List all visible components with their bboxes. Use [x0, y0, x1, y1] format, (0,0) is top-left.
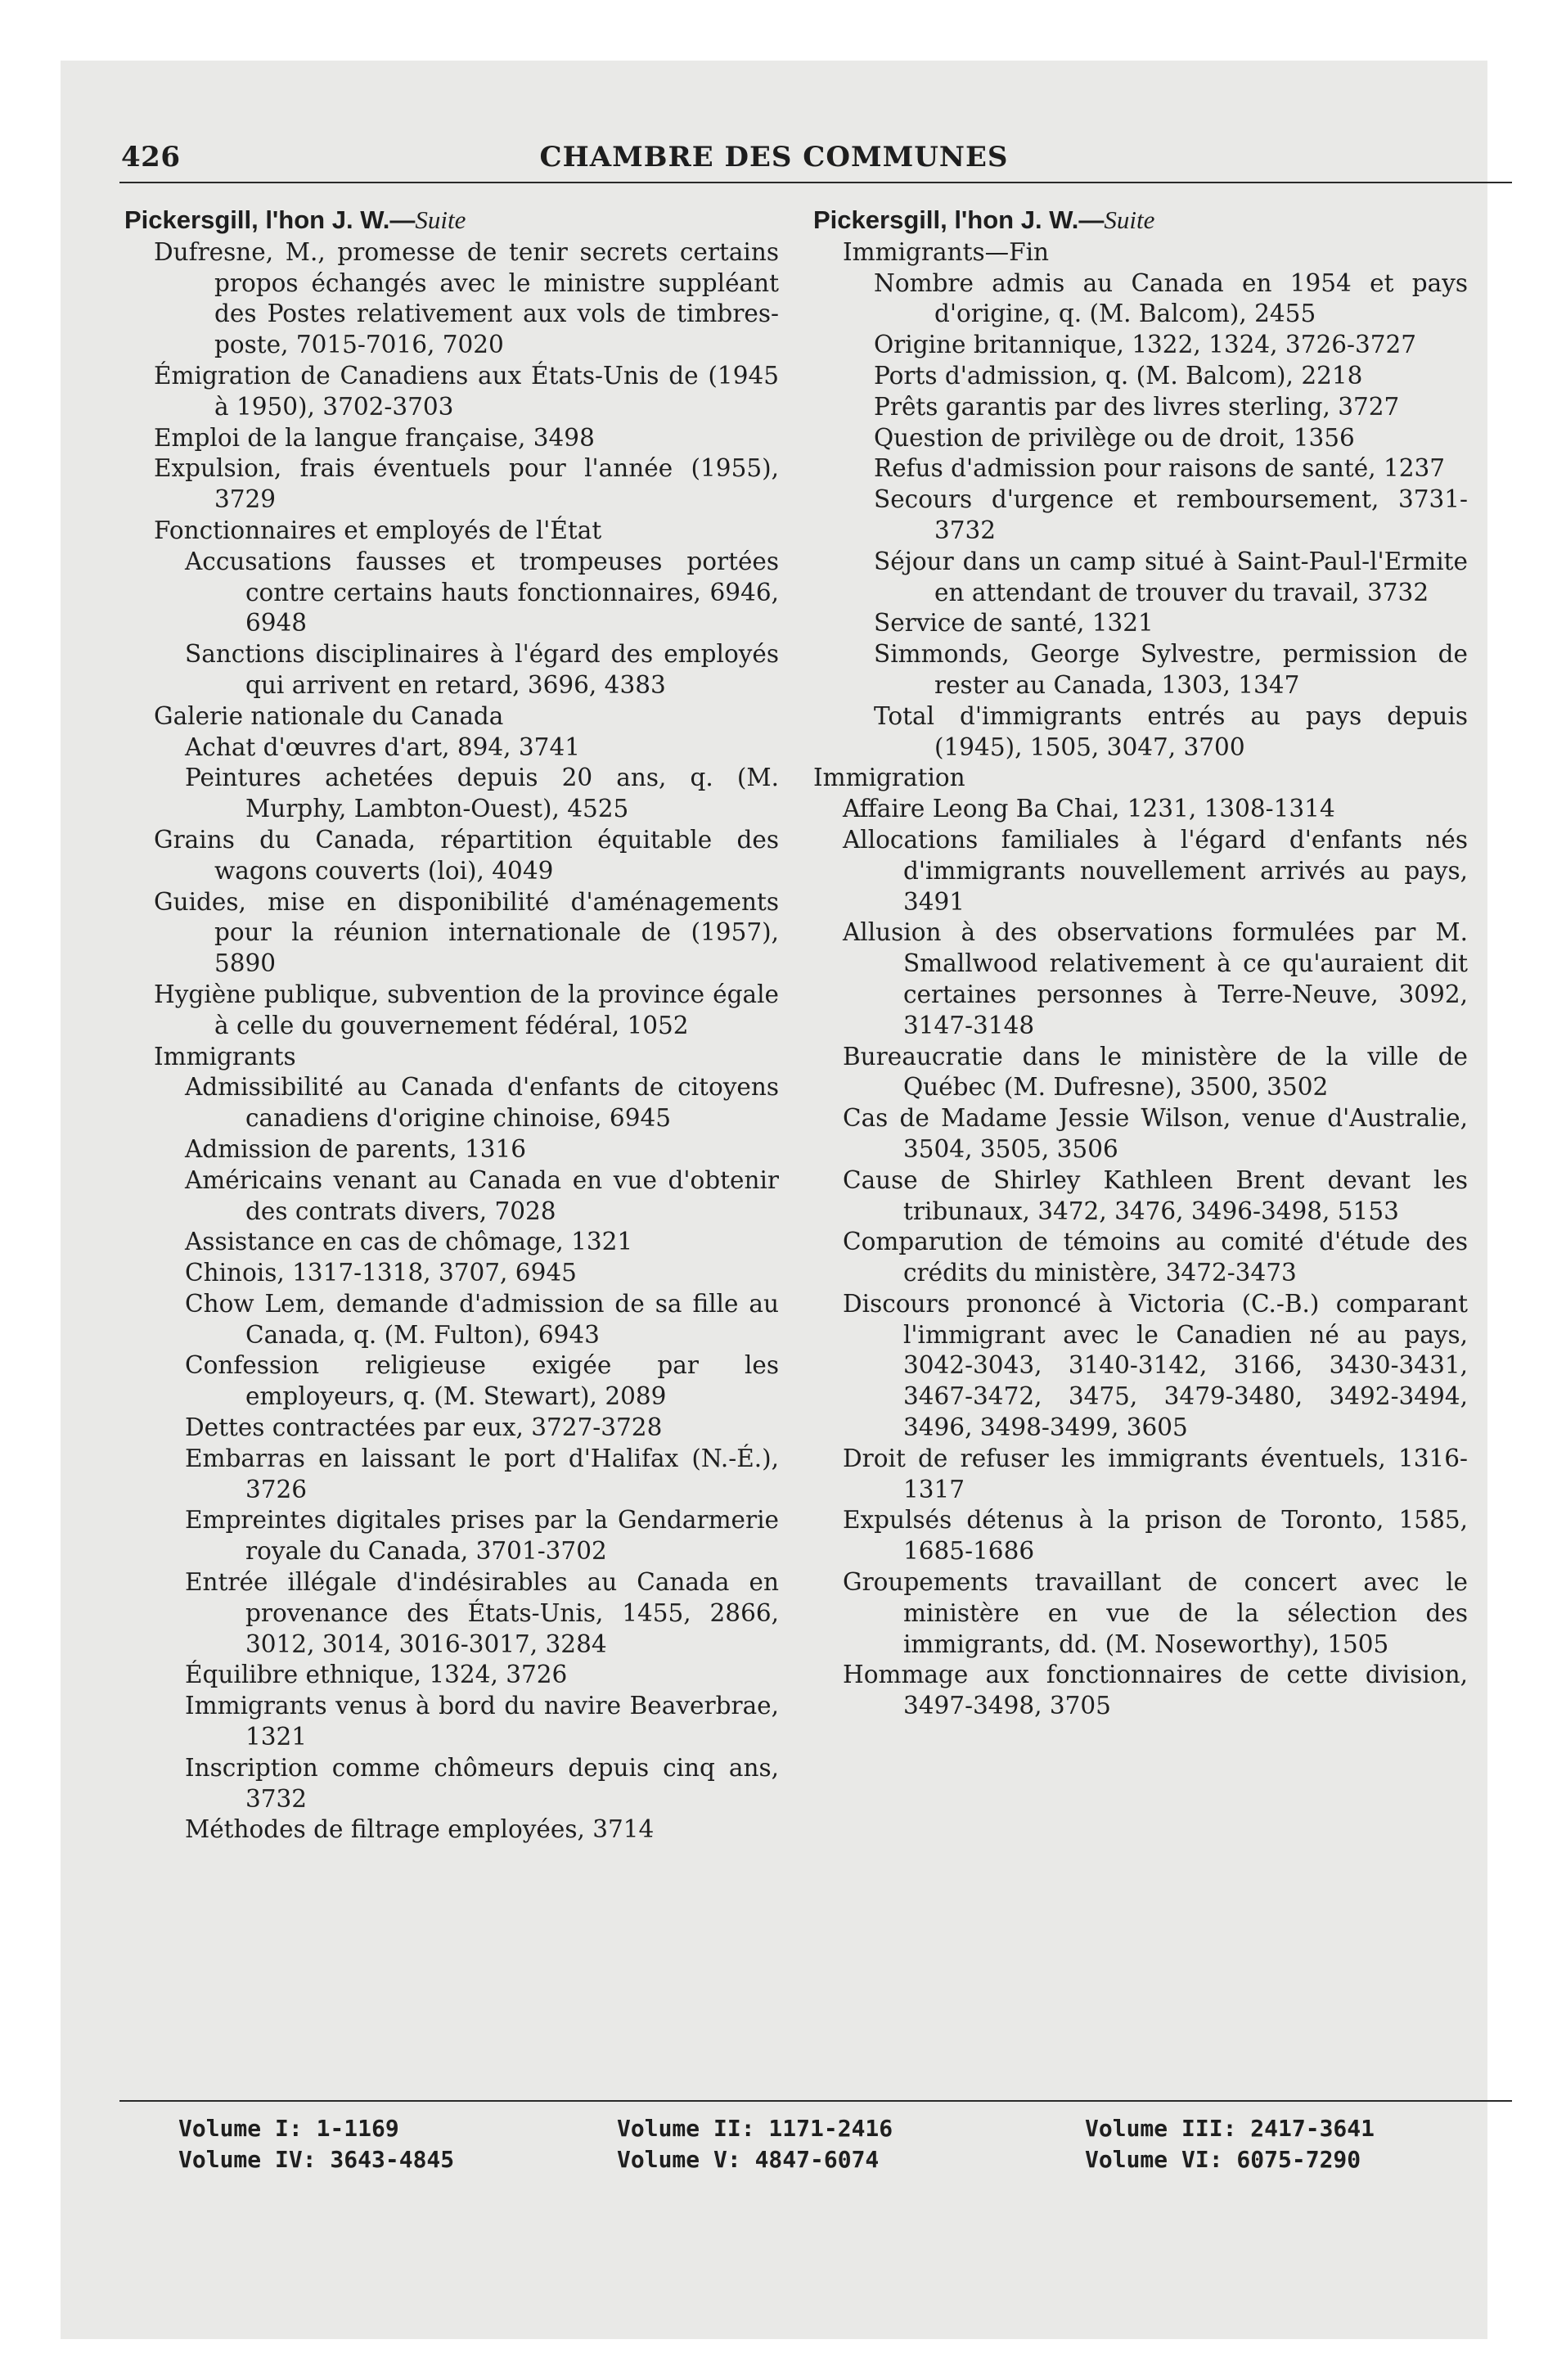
- index-entry: Service de santé, 1321: [874, 609, 1154, 638]
- index-entry: Américains venant au Canada en vue d'obtenir des contrats divers, 7028: [185, 1165, 779, 1225]
- index-subheading: Immigrants: [154, 1042, 296, 1071]
- index-entry: Équilibre ethnique, 1324, 3726: [185, 1661, 568, 1689]
- index-entry: Comparution de témoins au comité d'étude des crédits du ministère, 3472-3473: [843, 1228, 1468, 1287]
- index-entry: Secours d'urgence et remboursement, 3731-3732: [874, 485, 1468, 544]
- index-entry: Dufresne, M., promesse de tenir secrets certains propos échangés avec le ministre suppléant des Postes relativement aux vols de timbres-poste, 7015-7016, 7020: [154, 237, 779, 359]
- volume-range: Volume II: 1171-2416: [617, 2115, 893, 2142]
- index-entry: Expulsés détenus à la prison de Toronto, 1585, 1685-1686: [843, 1506, 1468, 1566]
- index-entry: Sanctions disciplinaires à l'égard des employés qui arrivent en retard, 3696, 4383: [185, 640, 779, 699]
- index-subheading: Galerie nationale du Canada: [154, 701, 504, 730]
- volume-range: Volume I: 1-1169: [178, 2115, 399, 2142]
- index-entry: Allusion à des observations formulées par M. Smallwood relativement à ce qu'auraient dit certaines personnes à Terre-Neuve, 3092, 3147-3148: [843, 918, 1468, 1039]
- left-heading-suite: Suite: [415, 205, 466, 234]
- volume-range: Volume III: 2417-3641: [1085, 2115, 1375, 2142]
- index-subheading: Immigration: [813, 764, 965, 792]
- index-entry: Ports d'admission, q. (M. Balcom), 2218: [874, 361, 1363, 390]
- index-entry: Emploi de la langue française, 3498: [154, 423, 595, 452]
- index-entry: Entrée illégale d'indésirables au Canada en provenance des États-Unis, 1455, 2866, 3012, 3014, 3016-3017, 3284: [185, 1568, 779, 1658]
- index-entry: Assistance en cas de chômage, 1321: [185, 1228, 633, 1256]
- index-entry: Discours prononcé à Victoria (C.-B.) comparant l'immigrant avec le Canadien né au pays, 3042-3043, 3140-3142, 3166, 3430-3431, 3467-3472, 3475, 3479-3480, 3492-3494, 3496, 3498-3499, 3605: [843, 1289, 1468, 1442]
- index-entry: Guides, mise en disponibilité d'aménagements pour la réunion internationale de (1957), 5890: [154, 887, 779, 978]
- index-entry: Nombre admis au Canada en 1954 et pays d'origine, q. (M. Balcom), 2455: [874, 268, 1468, 328]
- page-number: 426: [121, 141, 181, 174]
- index-entry: Allocations familiales à l'égard d'enfants nés d'immigrants nouvellement arrivés au pays, 3491: [843, 825, 1468, 916]
- index-entry: Inscription comme chômeurs depuis cinq ans, 3732: [185, 1753, 779, 1813]
- page: [61, 61, 1487, 2339]
- index-entry: Grains du Canada, répartition équitable des wagons couverts (loi), 4049: [154, 825, 779, 885]
- index-entry: Prêts garantis par des livres sterling, 3727: [874, 392, 1400, 421]
- index-entry: Admission de parents, 1316: [185, 1134, 527, 1163]
- right-column-heading: [813, 205, 1468, 236]
- index-entry: Chow Lem, demande d'admission de sa fille au Canada, q. (M. Fulton), 6943: [185, 1289, 779, 1349]
- index-subheading: Immigrants—Fin: [843, 237, 1050, 266]
- index-entry: Refus d'admission pour raisons de santé, 1237: [874, 454, 1446, 483]
- footer-rule: [119, 2100, 1512, 2102]
- left-column: [124, 205, 779, 1846]
- index-entry: Embarras en laissant le port d'Halifax (N.-É.), 3726: [185, 1444, 779, 1503]
- index-entry: Confession religieuse exigée par les employeurs, q. (M. Stewart), 2089: [185, 1351, 779, 1411]
- volume-range: Volume VI: 6075-7290: [1085, 2146, 1361, 2173]
- index-entry: Origine britannique, 1322, 1324, 3726-3727: [874, 331, 1417, 359]
- volume-range: Volume IV: 3643-4845: [178, 2146, 455, 2173]
- index-entry: Cas de Madame Jessie Wilson, venue d'Australie, 3504, 3505, 3506: [843, 1104, 1468, 1163]
- index-entry: Émigration de Canadiens aux États-Unis de (1945 à 1950), 3702-3703: [154, 361, 779, 421]
- right-heading-suite: Suite: [1104, 205, 1155, 234]
- right-heading-main: Pickersgill, l'hon J. W.—: [813, 205, 1105, 234]
- index-entry: Bureaucratie dans le ministère de la ville de Québec (M. Dufresne), 3500, 3502: [843, 1042, 1468, 1102]
- index-entry: Cause de Shirley Kathleen Brent devant les tribunaux, 3472, 3476, 3496-3498, 5153: [843, 1165, 1468, 1225]
- index-entry: Groupements travaillant de concert avec le ministère en vue de la sélection des immigrants, dd. (M. Noseworthy), 1505: [843, 1568, 1468, 1658]
- left-column-heading: [124, 205, 779, 236]
- index-entry: Immigrants venus à bord du navire Beaverbrae, 1321: [185, 1692, 779, 1751]
- index-entry: Droit de refuser les immigrants éventuels, 1316-1317: [843, 1444, 1468, 1503]
- index-entry: Total d'immigrants entrés au pays depuis (1945), 1505, 3047, 3700: [874, 701, 1468, 761]
- index-entry: Simmonds, George Sylvestre, permission de rester au Canada, 1303, 1347: [874, 640, 1468, 699]
- index-subheading: Fonctionnaires et employés de l'État: [154, 516, 602, 544]
- index-entry: Affaire Leong Ba Chai, 1231, 1308-1314: [843, 795, 1335, 823]
- index-entry: Séjour dans un camp situé à Saint-Paul-l'Ermite en attendant de trouver du travail, 3732: [874, 547, 1468, 606]
- index-entry: Accusations fausses et trompeuses portées contre certains hauts fonctionnaires, 6946, 6948: [185, 547, 779, 638]
- left-heading-main: Pickersgill, l'hon J. W.—: [124, 205, 416, 234]
- index-entry: Expulsion, frais éventuels pour l'année (1955), 3729: [154, 454, 779, 514]
- index-entry: Achat d'œuvres d'art, 894, 3741: [185, 732, 580, 761]
- index-entry: Empreintes digitales prises par la Gendarmerie royale du Canada, 3701-3702: [185, 1506, 779, 1566]
- index-entry: Dettes contractées par eux, 3727-3728: [185, 1413, 663, 1442]
- index-entry: Hommage aux fonctionnaires de cette division, 3497-3498, 3705: [843, 1661, 1468, 1720]
- right-column: [813, 205, 1468, 1722]
- page-title: CHAMBRE DES COMMUNES: [539, 141, 1009, 174]
- index-entry: Question de privilège ou de droit, 1356: [874, 423, 1355, 452]
- volume-range: Volume V: 4847-6074: [617, 2146, 880, 2173]
- index-entry: Hygiène publique, subvention de la province égale à celle du gouvernement fédéral, 1052: [154, 980, 779, 1039]
- index-entry: Admissibilité au Canada d'enfants de citoyens canadiens d'origine chinoise, 6945: [185, 1073, 779, 1133]
- index-entry: Méthodes de filtrage employées, 3714: [185, 1815, 655, 1844]
- index-entry: Chinois, 1317-1318, 3707, 6945: [185, 1259, 577, 1287]
- index-entry: Peintures achetées depuis 20 ans, q. (M. Murphy, Lambton-Ouest), 4525: [185, 764, 779, 823]
- header-rule: [119, 182, 1512, 183]
